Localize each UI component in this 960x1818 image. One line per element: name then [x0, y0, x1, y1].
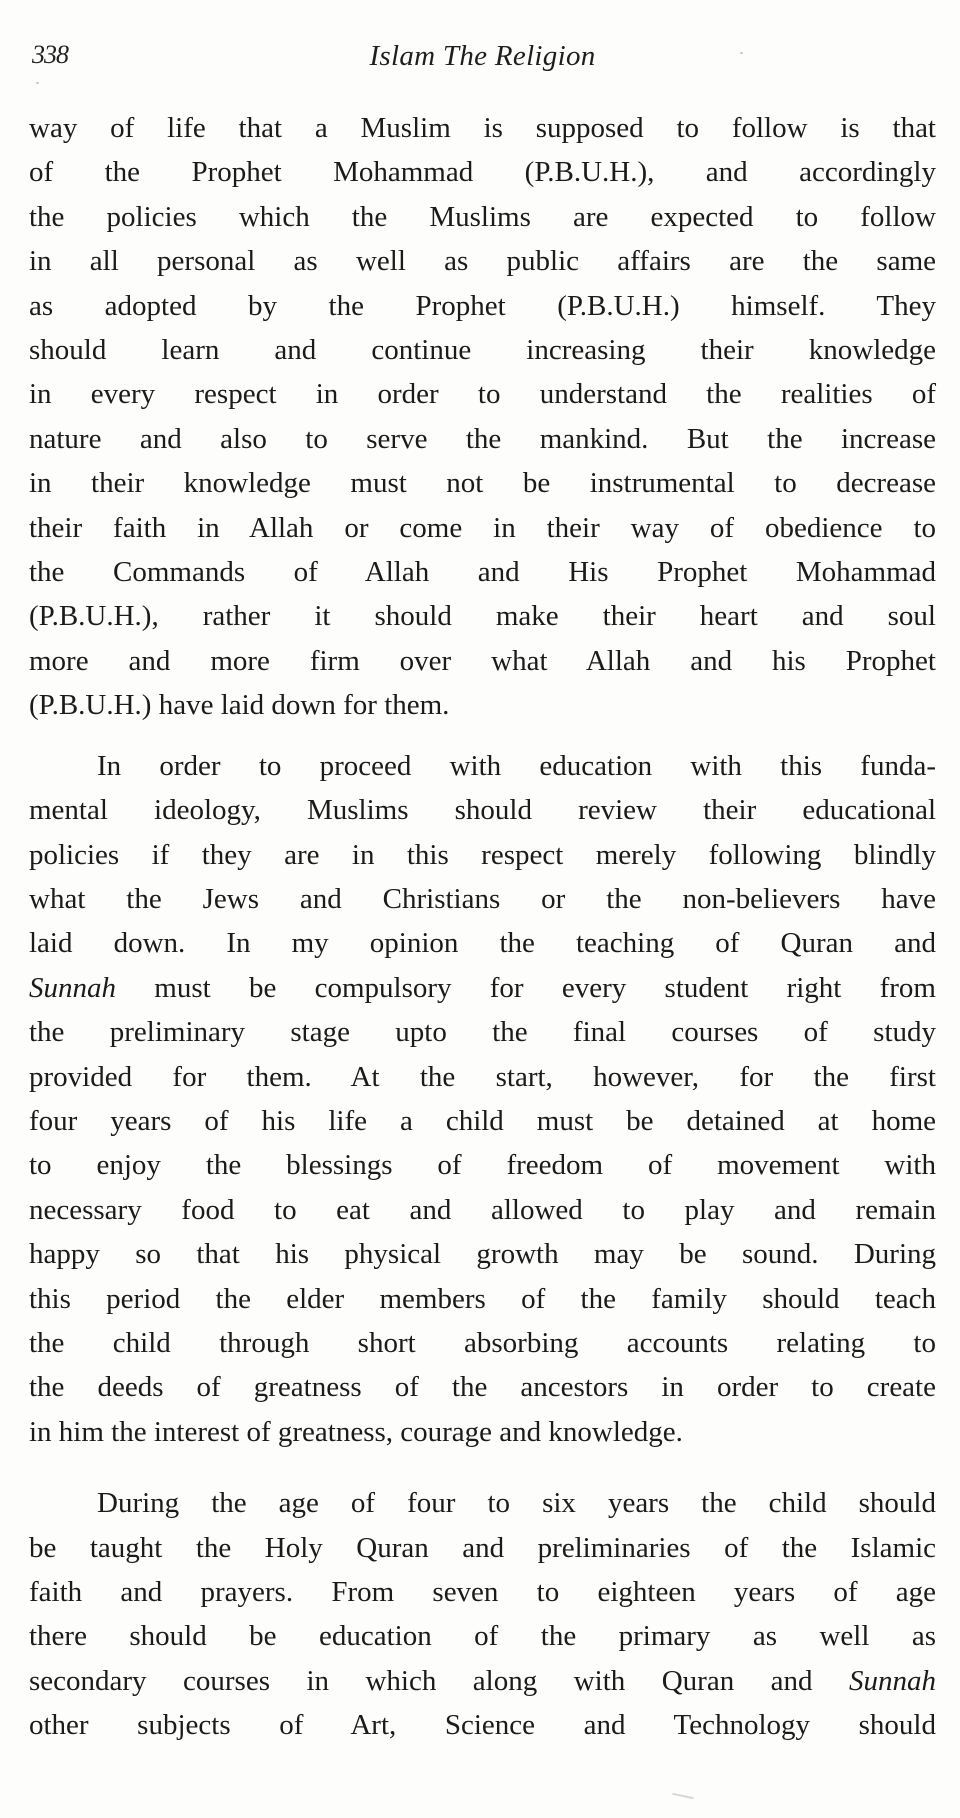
text-line: mental ideology, Muslims should review their educational — [29, 794, 936, 827]
text-line: (P.B.U.H.) have laid down for them. — [29, 689, 450, 722]
italic-term: Sunnah — [849, 1664, 936, 1697]
text-span: secondary courses in which along with Quran and — [29, 1664, 849, 1697]
text-line: their faith in Allah or come in their way of obedience to — [29, 511, 936, 544]
scan-speck — [740, 52, 743, 54]
text-line: happy so that his physical growth may be sound. During — [29, 1238, 936, 1271]
text-line: the policies which the Muslims are expected to follow — [29, 200, 936, 233]
text-line: there should be education of the primary as well as — [29, 1620, 936, 1653]
text-line: in every respect in order to understand the realities of — [29, 378, 936, 411]
text-line: in him the interest of greatness, courage and knowledge. — [29, 1415, 683, 1448]
text-line: the Commands of Allah and His Prophet Mohammad — [29, 556, 936, 589]
paragraph-2 — [29, 744, 936, 1455]
paragraph-3 — [29, 1481, 936, 1747]
text-line: necessary food to eat and allowed to play and remain — [29, 1193, 936, 1226]
text-line: this period the elder members of the family should teach — [29, 1282, 936, 1315]
text-line: In order to proceed with education with this funda- — [97, 749, 936, 782]
scan-speck — [672, 1793, 694, 1800]
text-line: policies if they are in this respect merely following blindly — [29, 838, 936, 871]
text-line — [29, 966, 936, 1010]
paragraph-1 — [29, 106, 936, 728]
text-line: faith and prayers. From seven to eighteen years of age — [29, 1576, 936, 1608]
text-line: other subjects of Art, Science and Technology should — [29, 1709, 936, 1742]
text-line: be taught the Holy Quran and preliminaries of the Islamic — [29, 1531, 936, 1564]
text-span: must be compulsory for every student right from — [116, 971, 936, 1004]
text-line: of the Prophet Mohammad (P.B.U.H.), and accordingly — [29, 156, 936, 189]
text-line: the child through short absorbing accounts relating to — [29, 1326, 936, 1359]
text-line: more and more firm over what Allah and his Prophet — [29, 644, 936, 677]
running-head — [30, 38, 935, 78]
text-line: four years of his life a child must be detained at home — [29, 1104, 936, 1137]
text-line: the preliminary stage upto the final courses of study — [29, 1016, 936, 1049]
italic-term: Sunnah — [29, 971, 116, 1004]
text-line: (P.B.U.H.), rather it should make their heart and soul — [29, 600, 936, 633]
text-line: should learn and continue increasing their knowledge — [29, 334, 936, 367]
text-line: During the age of four to six years the child should — [97, 1487, 936, 1520]
text-line: what the Jews and Christians or the non-believers have — [29, 882, 936, 915]
text-line: laid down. In my opinion the teaching of Quran and — [29, 927, 936, 960]
text-line: nature and also to serve the mankind. But the increase — [29, 422, 936, 455]
book-title: Islam The Religion — [369, 40, 596, 72]
scan-speck — [36, 82, 39, 84]
page-number: 338 — [32, 40, 68, 69]
text-line: way of life that a Muslim is supposed to follow is that — [29, 112, 936, 144]
text-line — [29, 1659, 936, 1703]
text-line: the deeds of greatness of the ancestors in order to create — [29, 1371, 936, 1404]
text-line: in their knowledge must not be instrumental to decrease — [29, 467, 936, 500]
text-line: as adopted by the Prophet (P.B.U.H.) himself. They — [29, 289, 936, 322]
body-text — [29, 106, 936, 1748]
text-line: to enjoy the blessings of freedom of movement with — [29, 1149, 936, 1182]
text-line: provided for them. At the start, however, for the first — [29, 1060, 936, 1093]
text-line: in all personal as well as public affairs are the same — [29, 245, 936, 278]
